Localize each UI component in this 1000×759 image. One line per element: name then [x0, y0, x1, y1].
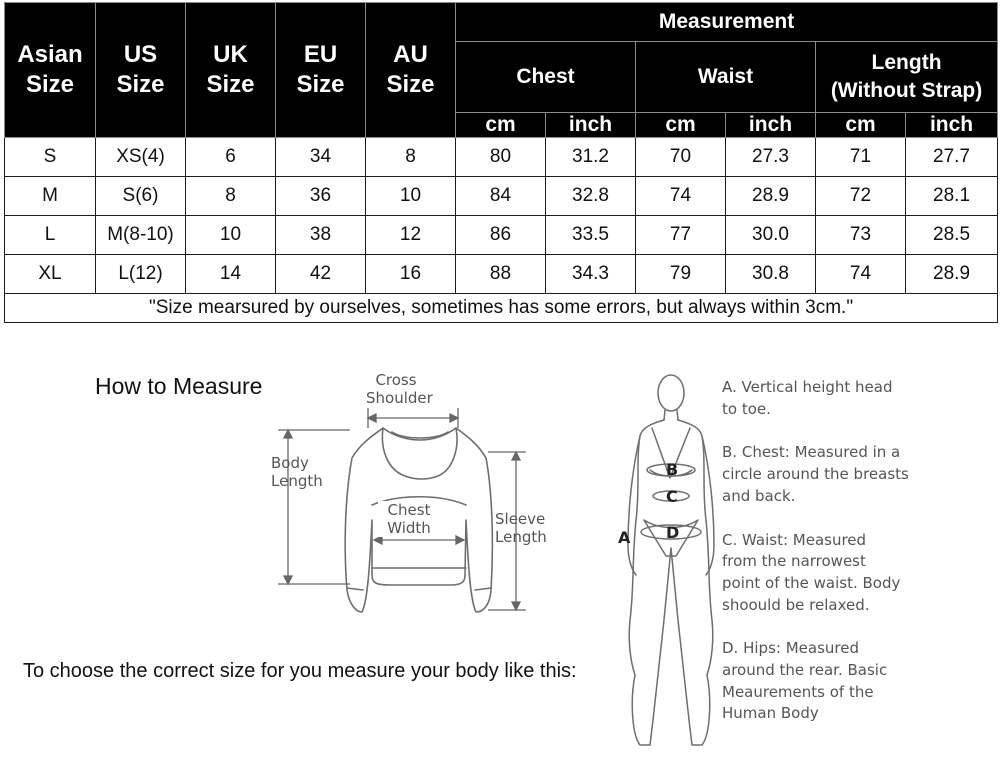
header-length: Length (Without Strap)	[816, 42, 998, 113]
table-cell: 42	[276, 255, 366, 294]
table-cell: 28.9	[726, 177, 816, 216]
note-b	[722, 442, 916, 507]
table-cell: XS(4)	[96, 138, 186, 177]
table-cell: 16	[366, 255, 456, 294]
note-b-text: Chest: Measured in a circle around the breasts and back.	[722, 443, 909, 505]
table-cell: 32.8	[546, 177, 636, 216]
table-cell: 30.0	[726, 216, 816, 255]
table-cell: 27.7	[906, 138, 998, 177]
unit-waist-inch: inch	[726, 113, 816, 138]
table-cell: 30.8	[726, 255, 816, 294]
table-cell: 36	[276, 177, 366, 216]
note-c-text: Waist: Measured from the narrowest point of the waist. Body shoould be relaxed.	[722, 530, 901, 614]
figure-letter-d: D	[666, 523, 680, 542]
table-cell: M(8-10)	[96, 216, 186, 255]
table-cell: XL	[5, 255, 96, 294]
table-cell: 33.5	[546, 216, 636, 255]
table-cell: L(12)	[96, 255, 186, 294]
note-b-letter: B.	[722, 443, 738, 462]
table-cell: 74	[636, 177, 726, 216]
figure-letter-c: C	[666, 487, 678, 506]
unit-waist-cm: cm	[636, 113, 726, 138]
table-cell: S(6)	[96, 177, 186, 216]
table-cell: 84	[456, 177, 546, 216]
note-d	[722, 638, 906, 725]
sleeve-length-label: Sleeve Length	[495, 510, 547, 546]
unit-length-inch: inch	[906, 113, 998, 138]
unit-length-cm: cm	[816, 113, 906, 138]
table-cell: 34	[276, 138, 366, 177]
note-c-letter: C.	[722, 530, 738, 549]
choose-size-text: To choose the correct size for you measure your body like this:	[23, 660, 577, 682]
table-cell: 34.3	[546, 255, 636, 294]
table-cell: 73	[816, 216, 906, 255]
unit-chest-cm: cm	[456, 113, 546, 138]
note-a	[722, 377, 912, 420]
header-au-size: AU Size	[366, 3, 456, 138]
header-us-size: US Size	[96, 3, 186, 138]
table-cell: 31.2	[546, 138, 636, 177]
table-cell: 70	[636, 138, 726, 177]
table-cell: 71	[816, 138, 906, 177]
figure-letter-a: A	[618, 528, 631, 547]
unit-chest-inch: inch	[546, 113, 636, 138]
figure-letter-b: B	[666, 460, 679, 479]
how-to-measure-title: How to Measure	[95, 373, 263, 399]
table-cell: 8	[186, 177, 276, 216]
table-cell: 14	[186, 255, 276, 294]
chest-width-label: Chest Width	[378, 501, 440, 537]
table-cell: M	[5, 177, 96, 216]
header-waist: Waist	[636, 42, 816, 113]
table-cell: 74	[816, 255, 906, 294]
table-cell: 10	[186, 216, 276, 255]
table-cell: 79	[636, 255, 726, 294]
table-cell: 28.1	[906, 177, 998, 216]
note-a-letter: A.	[722, 378, 737, 396]
table-cell: 28.9	[906, 255, 998, 294]
table-cell: L	[5, 216, 96, 255]
table-cell: 38	[276, 216, 366, 255]
table-cell: 27.3	[726, 138, 816, 177]
table-cell: 80	[456, 138, 546, 177]
table-cell: 72	[816, 177, 906, 216]
table-cell: 10	[366, 177, 456, 216]
header-uk-size: UK Size	[186, 3, 276, 138]
table-cell: 28.5	[906, 216, 998, 255]
header-eu-size: EU Size	[276, 3, 366, 138]
table-cell: 88	[456, 255, 546, 294]
header-asian-size: Asian Size	[5, 3, 96, 138]
cross-shoulder-label: Cross Shoulder	[366, 371, 433, 407]
body-length-label: Body Length	[271, 454, 323, 490]
table-cell: 86	[456, 216, 546, 255]
table-cell: S	[5, 138, 96, 177]
table-cell: 6	[186, 138, 276, 177]
note-d-text: Hips: Measured around the rear. Basic Meaurements of the Human Body	[722, 639, 888, 723]
table-note: "Size mearsured by ourselves, sometimes has some errors, but always within 3cm."	[5, 294, 998, 323]
note-a-text: Vertical height head to toe.	[722, 378, 893, 418]
note-d-letter: D.	[722, 639, 739, 658]
note-c	[722, 530, 902, 617]
header-chest: Chest	[456, 42, 636, 113]
table-cell: 12	[366, 216, 456, 255]
measurement-notes	[722, 377, 992, 747]
table-cell: 8	[366, 138, 456, 177]
table-cell: 77	[636, 216, 726, 255]
header-measurement: Measurement	[456, 3, 998, 42]
